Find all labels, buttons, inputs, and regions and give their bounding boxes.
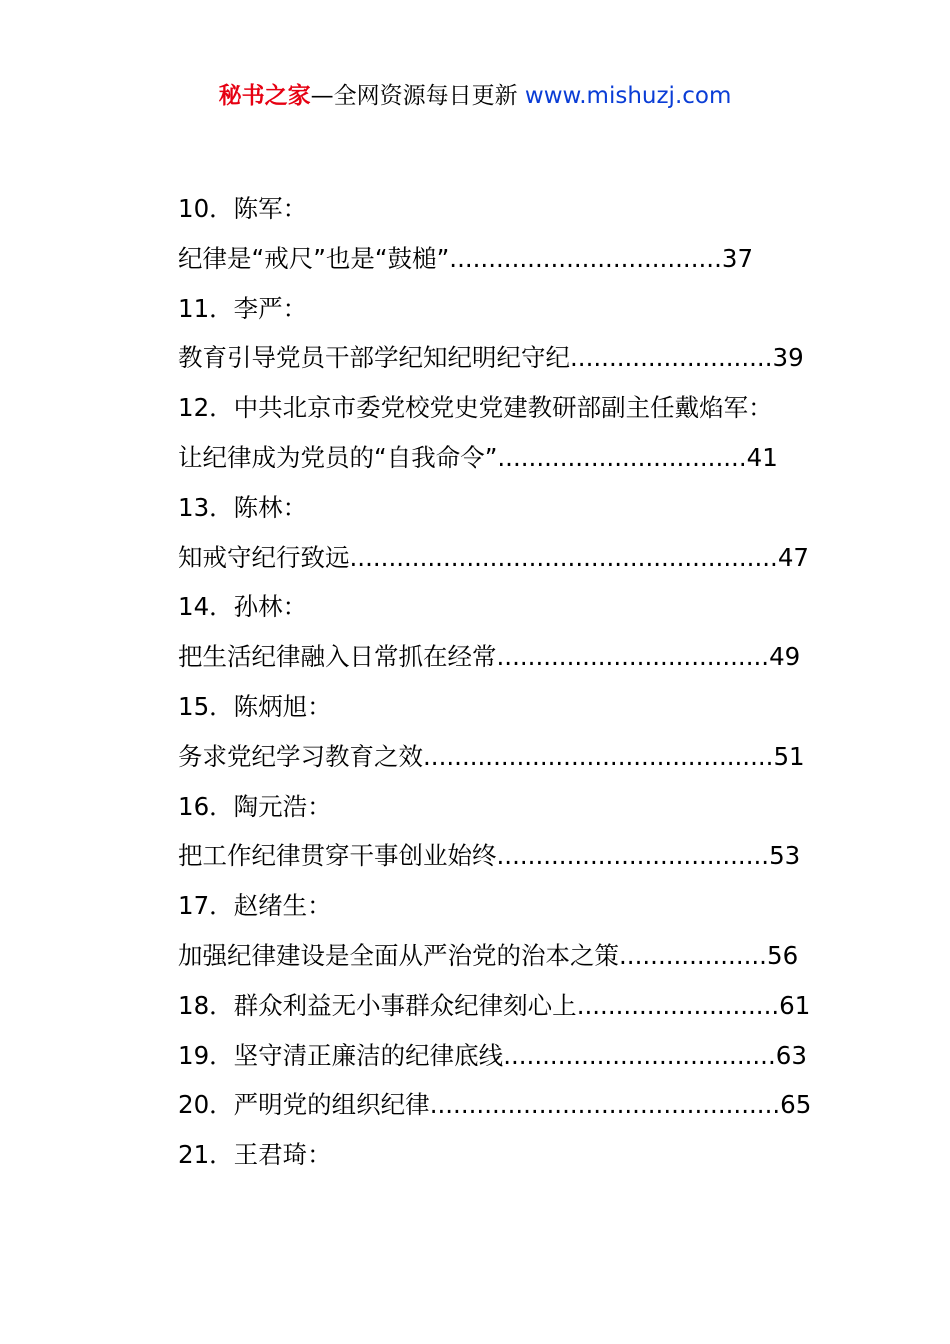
toc-page-number: 61 <box>779 990 811 1020</box>
toc-line[interactable] <box>178 831 818 881</box>
toc-line[interactable] <box>178 1031 818 1081</box>
toc-dots: .......................... <box>570 343 773 373</box>
toc-dots: ....................................................... <box>349 542 778 572</box>
toc-line[interactable] <box>178 981 818 1031</box>
toc-line <box>178 1130 818 1180</box>
toc-line[interactable] <box>178 533 818 583</box>
toc-line <box>178 782 818 832</box>
table-of-contents <box>178 184 818 1180</box>
toc-text: 10．陈军： <box>178 194 308 223</box>
toc-text: 知戒守纪行致远 <box>178 542 350 572</box>
toc-dots: ................................... <box>496 841 770 871</box>
toc-page-number: 47 <box>777 542 810 572</box>
toc-line <box>178 881 818 931</box>
toc-line[interactable] <box>178 1080 818 1130</box>
toc-line[interactable] <box>178 931 818 981</box>
toc-text: 让纪律成为党员的“自我命令” <box>178 442 498 472</box>
toc-text: 把工作纪律贯穿干事创业始终 <box>178 841 497 871</box>
toc-line[interactable] <box>178 732 818 782</box>
toc-text: 把生活纪律融入日常抓在经常 <box>178 642 497 672</box>
toc-line <box>178 284 818 334</box>
toc-page-number: 65 <box>780 1090 812 1120</box>
toc-text: 13．陈林： <box>178 492 308 522</box>
toc-page-number: 37 <box>721 243 754 273</box>
toc-text: 21．王君琦： <box>178 1140 332 1170</box>
toc-text: 20．严明党的组织纪律 <box>178 1090 430 1120</box>
toc-line[interactable] <box>178 632 818 682</box>
header-slogan: —全网资源每日更新 <box>310 83 518 109</box>
toc-page-number: 39 <box>772 343 804 373</box>
toc-dots: ................................... <box>503 1040 776 1070</box>
toc-line <box>178 184 818 234</box>
page-header <box>0 80 950 112</box>
toc-line[interactable] <box>178 433 818 483</box>
header-brand: 秘书之家 <box>218 83 311 109</box>
toc-dots: .......................... <box>576 990 780 1020</box>
toc-dots: ............................................. <box>423 741 774 771</box>
toc-dots: ................................... <box>449 243 722 273</box>
toc-line <box>178 483 818 533</box>
toc-page-number: 49 <box>769 642 801 672</box>
toc-page-number: 53 <box>769 841 801 871</box>
toc-text: 12．中共北京市委党校党史党建教研部副主任戴焰军： <box>178 393 773 423</box>
toc-dots: ............................................. <box>429 1090 781 1120</box>
toc-text: 15．陈炳旭： <box>178 691 332 721</box>
toc-page-number: 63 <box>775 1040 807 1070</box>
toc-text: 加强纪律建设是全面从严治党的治本之策 <box>178 940 619 970</box>
toc-dots: ................................... <box>496 642 770 672</box>
toc-line <box>178 383 818 433</box>
toc-text: 务求党纪学习教育之效 <box>178 741 423 771</box>
toc-line[interactable] <box>178 234 818 284</box>
toc-dots: ................... <box>619 940 767 970</box>
toc-text: 19．坚守清正廉洁的纪律底线 <box>178 1040 504 1070</box>
toc-page-number: 41 <box>746 442 778 472</box>
toc-text: 教育引导党员干部学纪知纪明纪守纪 <box>178 343 570 373</box>
toc-dots: ................................ <box>497 442 747 472</box>
toc-text: 16．陶元浩： <box>178 791 332 821</box>
toc-text: 纪律是“戒尺”也是“鼓槌” <box>178 243 450 273</box>
toc-text: 17．赵绪生： <box>178 891 332 921</box>
toc-line <box>178 682 818 732</box>
toc-page-number: 56 <box>766 940 799 970</box>
toc-line <box>178 582 818 632</box>
header-url[interactable]: www.mishuzj.com <box>524 83 732 109</box>
toc-page-number: 51 <box>773 741 805 771</box>
toc-line[interactable] <box>178 333 818 383</box>
toc-text: 18．群众利益无小事群众纪律刻心上 <box>178 990 577 1020</box>
toc-text: 11．李严： <box>178 293 308 323</box>
toc-text: 14．孙林： <box>178 592 308 622</box>
